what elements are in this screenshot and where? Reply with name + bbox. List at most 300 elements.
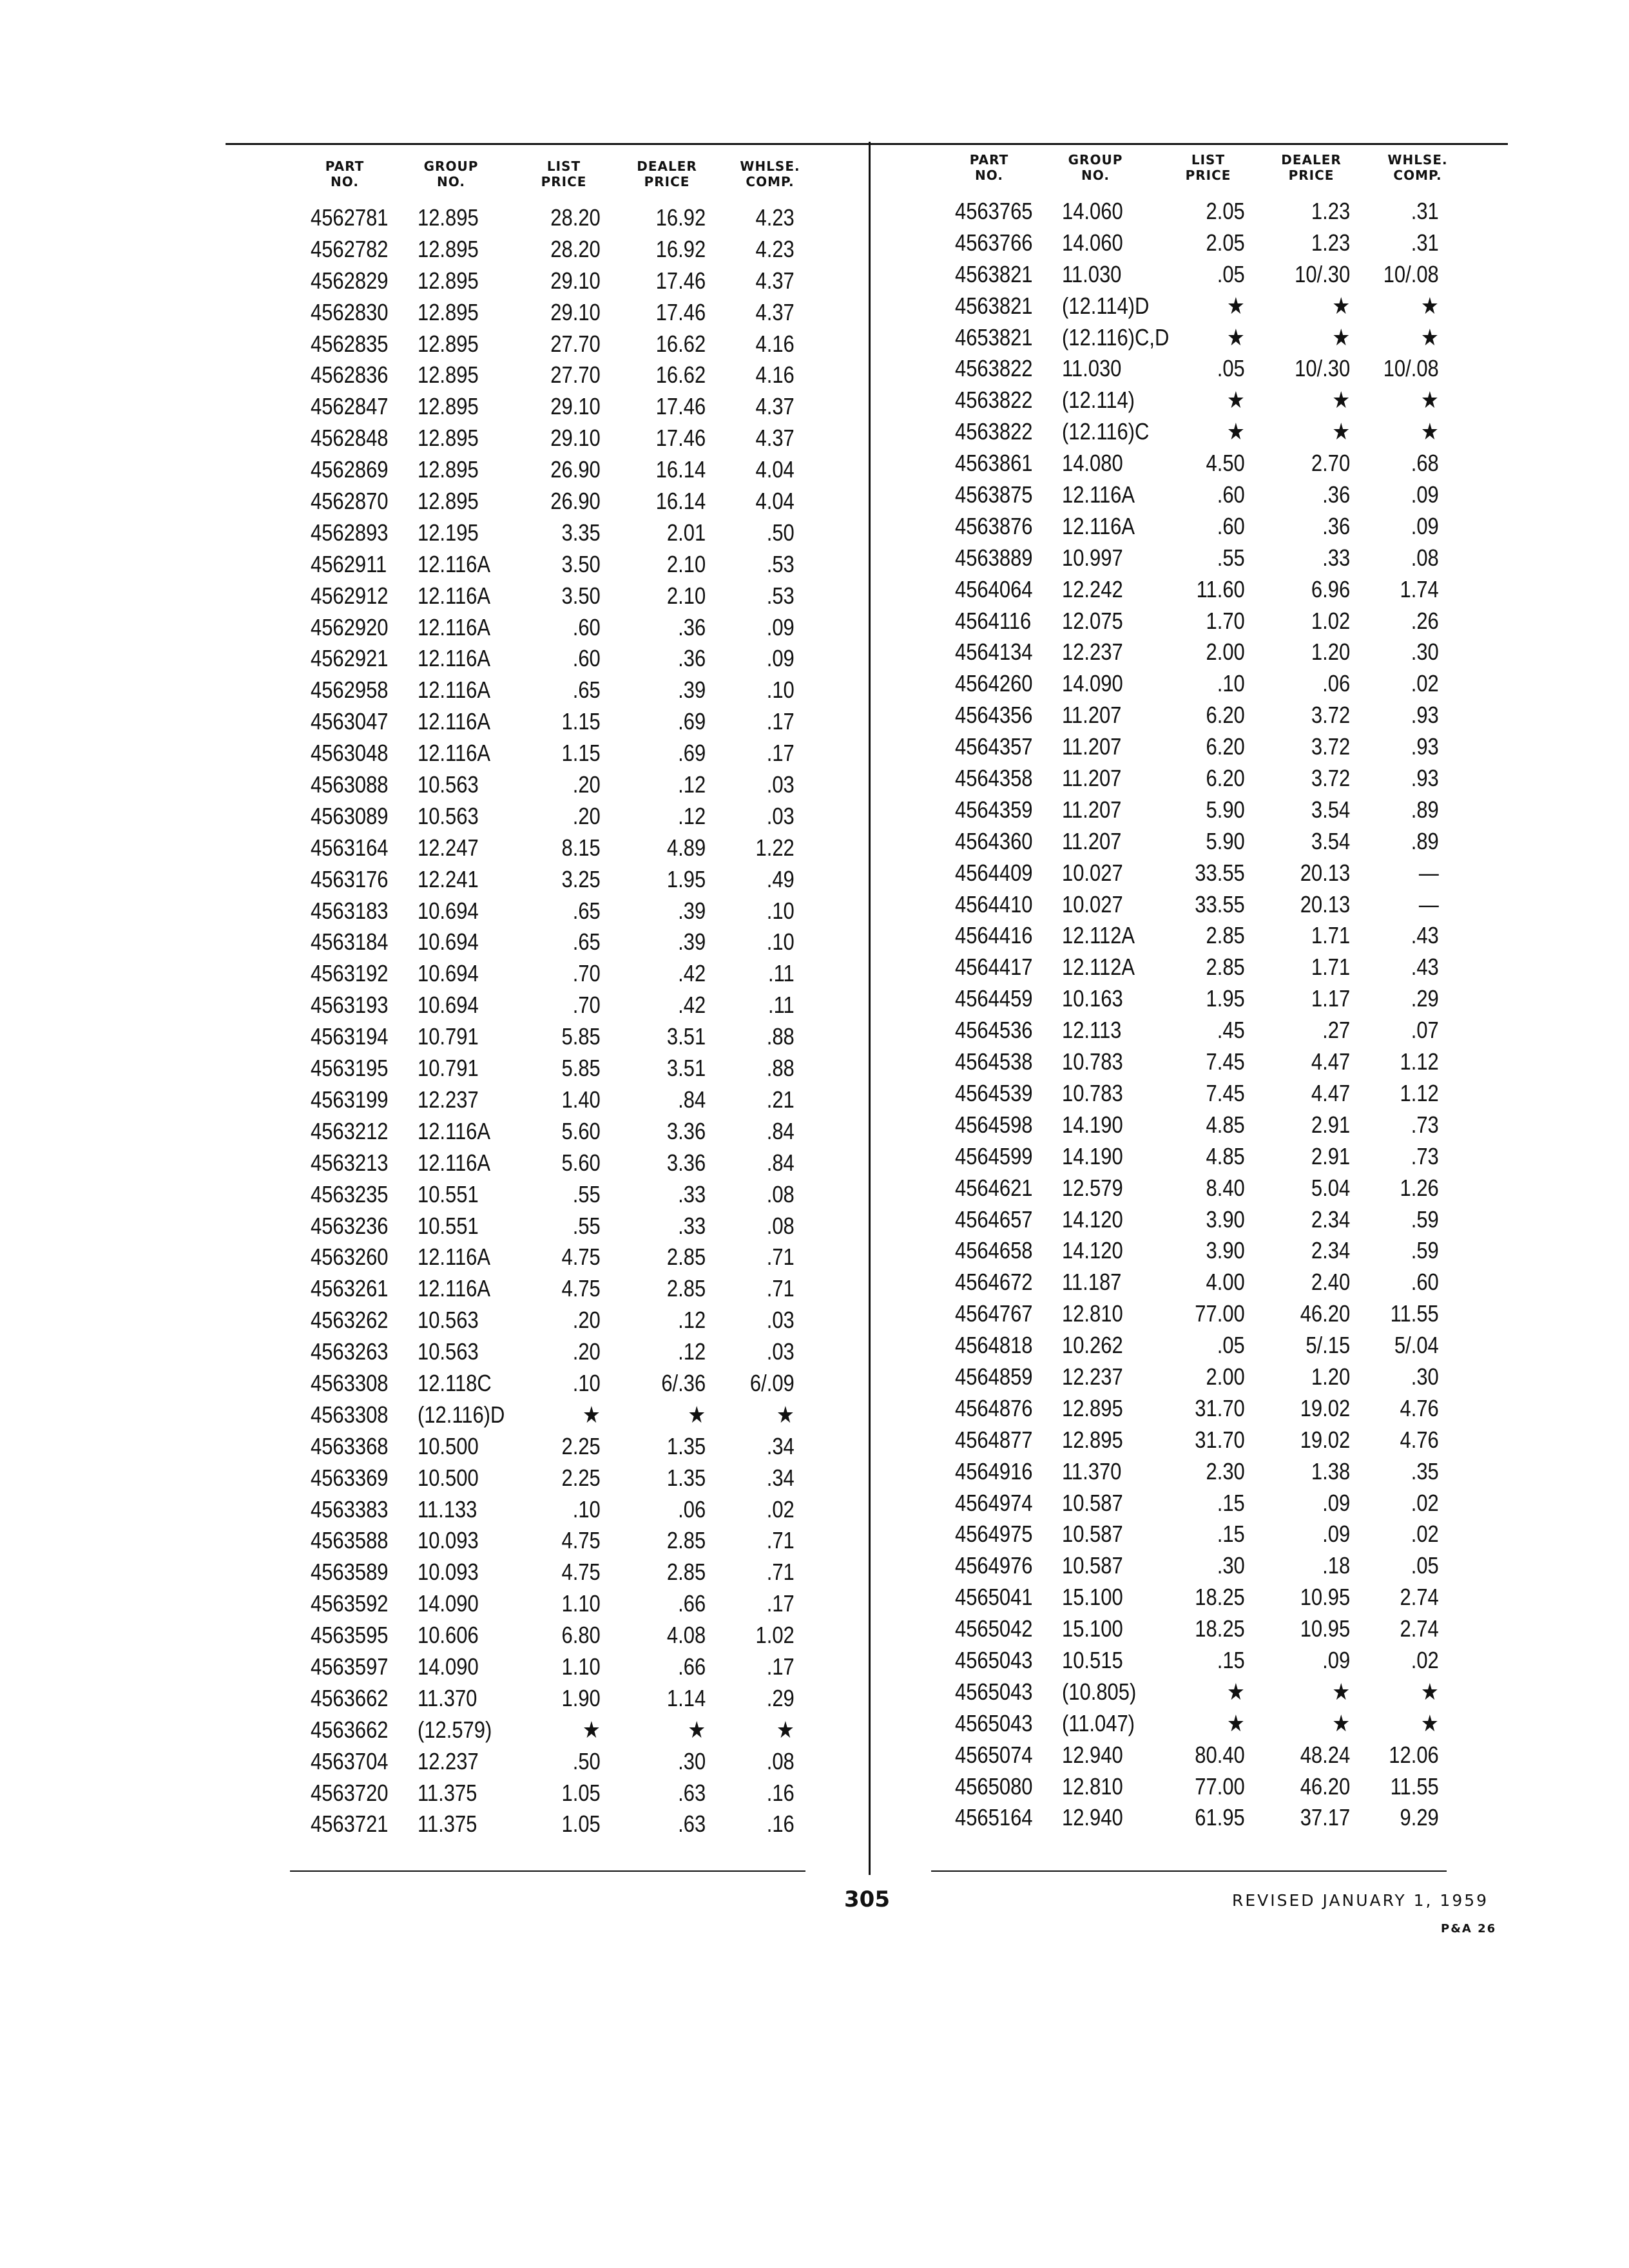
group-no-cell: 11.375 bbox=[417, 1779, 477, 1806]
part-no-cell: 4565042 bbox=[955, 1615, 1033, 1642]
list-price-cell: ★ bbox=[1227, 387, 1245, 414]
list-price-cell: 4.75 bbox=[561, 1559, 601, 1586]
list-price-cell: .05 bbox=[1217, 260, 1245, 287]
group-no-cell: (10.805) bbox=[1061, 1678, 1137, 1705]
group-no-cell: 11.375 bbox=[417, 1811, 477, 1838]
dealer-price-cell: ★ bbox=[1332, 418, 1351, 445]
group-no-cell: 11.370 bbox=[1061, 1457, 1122, 1485]
part-no-cell: 4564621 bbox=[955, 1174, 1033, 1201]
whlse-comp-cell: 1.22 bbox=[755, 834, 795, 861]
group-no-cell: 12.247 bbox=[417, 834, 479, 861]
whlse-comp-cell: 4.37 bbox=[755, 425, 795, 452]
whlse-comp-cell: .89 bbox=[1411, 796, 1439, 823]
part-no-cell: 4564064 bbox=[955, 575, 1033, 602]
dealer-price-cell: .09 bbox=[1322, 1521, 1351, 1548]
whlse-comp-cell: .02 bbox=[1411, 1521, 1439, 1548]
group-no-cell: 10.783 bbox=[1061, 1079, 1123, 1106]
left-price-table bbox=[311, 202, 795, 1840]
list-price-cell: ★ bbox=[1227, 418, 1245, 445]
group-no-cell: 12.940 bbox=[1061, 1741, 1123, 1768]
part-no-cell: 4563875 bbox=[955, 481, 1033, 508]
list-price-cell: .65 bbox=[572, 677, 601, 704]
list-price-cell: 2.00 bbox=[1206, 1363, 1245, 1390]
whlse-comp-cell: ★ bbox=[1421, 418, 1439, 445]
whlse-comp-cell: 11.55 bbox=[1390, 1773, 1439, 1800]
group-no-cell: 14.060 bbox=[1061, 198, 1123, 224]
dealer-price-cell: 2.10 bbox=[666, 582, 706, 609]
dealer-price-cell: 20.13 bbox=[1300, 890, 1351, 918]
table-row bbox=[955, 1078, 1439, 1110]
table-row bbox=[311, 391, 795, 423]
group-no-cell: 12.195 bbox=[417, 519, 479, 546]
table-row bbox=[311, 1746, 795, 1778]
whlse-comp-cell: .09 bbox=[766, 645, 795, 672]
group-no-cell: 10.027 bbox=[1061, 890, 1123, 918]
group-no-cell: 12.116A bbox=[417, 677, 491, 704]
part-no-cell: 4564599 bbox=[955, 1142, 1033, 1169]
part-no-cell: 4564672 bbox=[955, 1269, 1033, 1296]
dealer-price-cell: .69 bbox=[678, 740, 706, 767]
whlse-comp-cell: 4.04 bbox=[755, 488, 795, 515]
table-row bbox=[311, 1179, 795, 1211]
dealer-price-cell: 16.92 bbox=[655, 204, 706, 231]
list-price-cell: .15 bbox=[1217, 1521, 1245, 1548]
dealer-price-cell: 6.96 bbox=[1311, 575, 1351, 602]
table-row bbox=[311, 832, 795, 864]
list-price-cell: 3.35 bbox=[561, 519, 601, 546]
part-no-cell: 4565080 bbox=[955, 1773, 1033, 1800]
page-number: 305 bbox=[844, 1887, 890, 1912]
table-row bbox=[955, 511, 1439, 543]
part-no-cell: 4564657 bbox=[955, 1206, 1033, 1233]
dealer-price-cell: 3.54 bbox=[1311, 827, 1351, 854]
group-no-cell: 11.133 bbox=[417, 1495, 477, 1523]
list-price-cell: .10 bbox=[572, 1495, 601, 1523]
group-no-cell: 10.515 bbox=[1061, 1646, 1123, 1673]
dealer-price-cell: .36 bbox=[678, 613, 706, 640]
dealer-price-cell: .39 bbox=[678, 677, 706, 704]
whlse-comp-cell: .30 bbox=[1411, 1363, 1439, 1390]
table-row bbox=[955, 952, 1439, 983]
table-row bbox=[311, 1368, 795, 1399]
table-row bbox=[955, 1330, 1439, 1361]
table-row bbox=[311, 990, 795, 1021]
list-price-cell: .05 bbox=[1217, 355, 1245, 382]
whlse-comp-cell: .09 bbox=[766, 613, 795, 640]
dealer-price-cell: 4.89 bbox=[666, 834, 706, 861]
dealer-price-cell: 16.14 bbox=[655, 488, 706, 515]
part-no-cell: 4563235 bbox=[311, 1180, 389, 1207]
dealer-price-cell: .36 bbox=[678, 645, 706, 672]
list-price-cell: .60 bbox=[572, 645, 601, 672]
group-no-cell: 12.241 bbox=[417, 865, 479, 892]
group-no-cell: 10.163 bbox=[1061, 985, 1123, 1012]
dealer-price-cell: 3.72 bbox=[1311, 733, 1351, 760]
list-price-cell: 1.90 bbox=[561, 1684, 601, 1711]
whlse-comp-cell: — bbox=[1418, 859, 1439, 886]
list-price-cell: .55 bbox=[1217, 544, 1245, 571]
part-no-cell: 4563089 bbox=[311, 802, 389, 829]
list-price-cell: .55 bbox=[572, 1212, 601, 1239]
list-price-cell: .20 bbox=[572, 1338, 601, 1365]
part-no-cell: 4563720 bbox=[311, 1779, 389, 1806]
list-price-cell: 4.85 bbox=[1206, 1111, 1245, 1138]
whlse-comp-cell: ★ bbox=[1421, 292, 1439, 319]
part-no-cell: 4653821 bbox=[955, 323, 1033, 351]
list-price-cell: 8.40 bbox=[1206, 1174, 1245, 1201]
table-row bbox=[311, 612, 795, 644]
list-price-cell: 1.10 bbox=[561, 1590, 601, 1617]
group-no-cell: (12.116)C bbox=[1061, 418, 1150, 445]
group-no-cell: 14.090 bbox=[1061, 670, 1123, 697]
whlse-comp-cell: 1.12 bbox=[1400, 1079, 1439, 1106]
table-row bbox=[311, 1588, 795, 1620]
whlse-comp-cell: .03 bbox=[766, 771, 795, 798]
part-no-cell: 4563048 bbox=[311, 740, 389, 767]
whlse-comp-cell: ★ bbox=[1421, 387, 1439, 414]
dealer-price-cell: 2.85 bbox=[666, 1559, 706, 1586]
whlse-comp-cell: .08 bbox=[766, 1212, 795, 1239]
group-no-cell: 12.116A bbox=[1061, 481, 1135, 508]
list-price-cell: ★ bbox=[583, 1716, 601, 1743]
group-no-cell: 11.207 bbox=[1061, 702, 1122, 729]
whlse-comp-cell: 12.06 bbox=[1389, 1741, 1439, 1768]
dealer-price-cell: .12 bbox=[678, 1338, 706, 1365]
dealer-price-cell: ★ bbox=[1332, 1678, 1351, 1705]
group-no-cell: 12.579 bbox=[1061, 1174, 1123, 1201]
dealer-price-cell: .36 bbox=[1322, 512, 1351, 539]
group-no-cell: 12.116A bbox=[417, 582, 491, 609]
list-price-cell: ★ bbox=[1227, 292, 1245, 319]
dealer-price-cell: 2.40 bbox=[1311, 1269, 1351, 1296]
group-no-cell: 15.100 bbox=[1061, 1615, 1123, 1642]
whlse-comp-cell: .02 bbox=[1411, 1646, 1439, 1673]
table-row bbox=[955, 479, 1439, 511]
list-price-cell: 5.85 bbox=[561, 1055, 601, 1082]
table-row bbox=[955, 1550, 1439, 1582]
part-no-cell: 4563263 bbox=[311, 1338, 389, 1365]
dealer-price-cell: ★ bbox=[1332, 387, 1351, 414]
bottom-rule-left bbox=[290, 1870, 805, 1872]
table-row bbox=[955, 794, 1439, 826]
dealer-price-cell: 2.01 bbox=[666, 519, 706, 546]
group-no-cell: 12.112A bbox=[1061, 954, 1135, 981]
part-no-cell: 4563595 bbox=[311, 1622, 389, 1649]
header-part-no: PART NO. bbox=[969, 152, 1009, 183]
part-no-cell: 4563889 bbox=[955, 544, 1033, 571]
whlse-comp-cell: 4.37 bbox=[755, 267, 795, 294]
list-price-cell: 6.20 bbox=[1206, 733, 1245, 760]
list-price-cell: 18.25 bbox=[1195, 1615, 1245, 1642]
header-part-no: PART NO. bbox=[325, 159, 365, 189]
group-no-cell: 11.207 bbox=[1061, 827, 1122, 854]
list-price-cell: 3.50 bbox=[561, 582, 601, 609]
table-row bbox=[955, 763, 1439, 794]
part-no-cell: 4564818 bbox=[955, 1332, 1033, 1359]
dealer-price-cell: 1.71 bbox=[1311, 922, 1351, 949]
part-no-cell: 4563195 bbox=[311, 1055, 389, 1082]
group-no-cell: 12.895 bbox=[417, 267, 479, 294]
list-price-cell: ★ bbox=[583, 1401, 601, 1428]
part-no-cell: 4565043 bbox=[955, 1678, 1033, 1705]
table-row bbox=[311, 329, 795, 360]
list-price-cell: 6.20 bbox=[1206, 702, 1245, 729]
dealer-price-cell: 3.72 bbox=[1311, 702, 1351, 729]
bottom-rule-right bbox=[931, 1870, 1447, 1872]
group-no-cell: 10.500 bbox=[417, 1432, 479, 1459]
table-row bbox=[955, 606, 1439, 637]
whlse-comp-cell: 1.26 bbox=[1400, 1174, 1439, 1201]
list-price-cell: 1.05 bbox=[561, 1779, 601, 1806]
group-no-cell: 11.207 bbox=[1061, 733, 1122, 760]
dealer-price-cell: 19.02 bbox=[1300, 1426, 1351, 1453]
part-no-cell: 4562870 bbox=[311, 488, 389, 515]
part-no-cell: 4564974 bbox=[955, 1489, 1033, 1516]
group-no-cell: 10.694 bbox=[417, 960, 479, 987]
group-no-cell: 12.242 bbox=[1061, 575, 1123, 602]
table-row bbox=[955, 668, 1439, 700]
list-price-cell: 2.00 bbox=[1206, 639, 1245, 666]
whlse-comp-cell: 11.55 bbox=[1390, 1300, 1439, 1327]
table-row bbox=[311, 1431, 795, 1463]
dealer-price-cell: 2.34 bbox=[1311, 1206, 1351, 1233]
table-row bbox=[955, 858, 1439, 889]
whlse-comp-cell: .02 bbox=[1411, 1489, 1439, 1516]
dealer-price-cell: 17.46 bbox=[655, 267, 706, 294]
list-price-cell: 61.95 bbox=[1195, 1804, 1245, 1831]
header-dealer-price: DEALER PRICE bbox=[637, 159, 697, 189]
header-whlse-comp: WHLSE. COMP. bbox=[1387, 152, 1448, 183]
table-row bbox=[311, 896, 795, 927]
group-no-cell: 11.207 bbox=[1061, 796, 1122, 823]
group-no-cell: 12.116A bbox=[417, 1275, 491, 1302]
list-price-cell: .50 bbox=[572, 1747, 601, 1774]
part-no-cell: 4562836 bbox=[311, 361, 389, 389]
whlse-comp-cell: .71 bbox=[766, 1244, 795, 1271]
part-no-cell: 4564976 bbox=[955, 1552, 1033, 1579]
whlse-comp-cell: .08 bbox=[766, 1747, 795, 1774]
dealer-price-cell: 16.62 bbox=[655, 330, 706, 357]
table-row bbox=[311, 1651, 795, 1683]
part-no-cell: 4563597 bbox=[311, 1653, 389, 1680]
table-row bbox=[311, 801, 795, 832]
part-no-cell: 4563183 bbox=[311, 897, 389, 924]
part-no-cell: 4564409 bbox=[955, 859, 1033, 886]
group-no-cell: 10.783 bbox=[1061, 1048, 1123, 1075]
part-no-cell: 4564358 bbox=[955, 765, 1033, 792]
group-no-cell: 12.116A bbox=[417, 1117, 491, 1144]
whlse-comp-cell: .21 bbox=[766, 1086, 795, 1113]
group-no-cell: 12.895 bbox=[417, 393, 479, 420]
part-no-cell: 4562869 bbox=[311, 456, 389, 483]
part-no-cell: 4563821 bbox=[955, 292, 1033, 319]
whlse-comp-cell: ★ bbox=[1421, 1709, 1439, 1736]
table-row bbox=[311, 454, 795, 486]
table-row bbox=[311, 958, 795, 990]
group-no-cell: 10.500 bbox=[417, 1464, 479, 1491]
group-no-cell: 10.563 bbox=[417, 1307, 479, 1334]
dealer-price-cell: 10.95 bbox=[1300, 1584, 1351, 1611]
part-no-cell: 4564877 bbox=[955, 1426, 1033, 1453]
group-no-cell: 12.116A bbox=[417, 613, 491, 640]
dealer-price-cell: 17.46 bbox=[655, 425, 706, 452]
whlse-comp-cell: .30 bbox=[1411, 639, 1439, 666]
dealer-price-cell: .66 bbox=[678, 1590, 706, 1617]
whlse-comp-cell: .17 bbox=[766, 1590, 795, 1617]
table-row bbox=[955, 1361, 1439, 1393]
group-no-cell: 12.237 bbox=[1061, 1363, 1123, 1390]
part-no-cell: 4563213 bbox=[311, 1149, 389, 1176]
list-price-cell: 4.50 bbox=[1206, 450, 1245, 477]
table-row bbox=[955, 322, 1439, 354]
dealer-price-cell: 17.46 bbox=[655, 298, 706, 325]
group-no-cell: 10.551 bbox=[417, 1212, 479, 1239]
part-no-cell: 4564357 bbox=[955, 733, 1033, 760]
whlse-comp-cell: .93 bbox=[1411, 702, 1439, 729]
list-price-cell: .15 bbox=[1217, 1489, 1245, 1516]
list-price-cell: 77.00 bbox=[1195, 1773, 1245, 1800]
table-row bbox=[955, 353, 1439, 385]
whlse-comp-cell: .17 bbox=[766, 708, 795, 735]
group-no-cell: 15.100 bbox=[1061, 1584, 1123, 1611]
list-price-cell: 26.90 bbox=[550, 488, 601, 515]
group-no-cell: 12.810 bbox=[1061, 1300, 1123, 1327]
table-row bbox=[311, 1242, 795, 1273]
group-no-cell: 12.895 bbox=[1061, 1394, 1123, 1421]
dealer-price-cell: 1.14 bbox=[666, 1684, 706, 1711]
dealer-price-cell: 2.85 bbox=[666, 1244, 706, 1271]
list-price-cell: 11.60 bbox=[1196, 575, 1245, 602]
whlse-comp-cell: .59 bbox=[1411, 1237, 1439, 1264]
dealer-price-cell: .06 bbox=[678, 1495, 706, 1523]
group-no-cell: 10.587 bbox=[1061, 1552, 1123, 1579]
table-row bbox=[311, 1084, 795, 1116]
whlse-comp-cell: .35 bbox=[1411, 1457, 1439, 1485]
part-no-cell: 4563199 bbox=[311, 1086, 389, 1113]
list-price-cell: 5.60 bbox=[561, 1149, 601, 1176]
whlse-comp-cell: .73 bbox=[1411, 1142, 1439, 1169]
list-price-cell: .10 bbox=[1217, 670, 1245, 697]
list-price-cell: 6.80 bbox=[561, 1622, 601, 1649]
list-price-cell: .05 bbox=[1217, 1332, 1245, 1359]
table-row bbox=[311, 1778, 795, 1809]
part-no-cell: 4564598 bbox=[955, 1111, 1033, 1138]
whlse-comp-cell: .71 bbox=[766, 1527, 795, 1554]
list-price-cell: .15 bbox=[1217, 1646, 1245, 1673]
table-row bbox=[311, 234, 795, 265]
whlse-comp-cell: 9.29 bbox=[1400, 1804, 1439, 1831]
dealer-price-cell: 10/.30 bbox=[1295, 260, 1351, 287]
group-no-cell: 12.895 bbox=[417, 425, 479, 452]
part-no-cell: 4562921 bbox=[311, 645, 389, 672]
table-row bbox=[955, 291, 1439, 322]
group-no-cell: 12.895 bbox=[417, 235, 479, 262]
table-row bbox=[955, 920, 1439, 952]
dealer-price-cell: 5/.15 bbox=[1306, 1332, 1351, 1359]
header-whlse-comp: WHLSE. COMP. bbox=[740, 159, 800, 189]
part-no-cell: 4563262 bbox=[311, 1307, 389, 1334]
group-no-cell: 11.030 bbox=[1061, 260, 1122, 287]
group-no-cell: 12.940 bbox=[1061, 1804, 1123, 1831]
list-price-cell: .30 bbox=[1217, 1552, 1245, 1579]
group-no-cell: 10.997 bbox=[1061, 544, 1123, 571]
part-no-cell: 4562920 bbox=[311, 613, 389, 640]
revision-date: REVISED JANUARY 1, 1959 bbox=[1232, 1891, 1489, 1910]
group-no-cell: 10.563 bbox=[417, 1338, 479, 1365]
part-no-cell: 4562911 bbox=[311, 550, 387, 577]
table-row bbox=[955, 1582, 1439, 1613]
list-price-cell: .55 bbox=[572, 1180, 601, 1207]
list-price-cell: 8.15 bbox=[561, 834, 601, 861]
dealer-price-cell: 48.24 bbox=[1300, 1741, 1351, 1768]
table-row bbox=[311, 265, 795, 297]
list-price-cell: 33.55 bbox=[1195, 890, 1245, 918]
whlse-comp-cell: .60 bbox=[1411, 1269, 1439, 1296]
dealer-price-cell: 3.36 bbox=[666, 1117, 706, 1144]
dealer-price-cell: 2.70 bbox=[1311, 450, 1351, 477]
whlse-comp-cell: .11 bbox=[768, 960, 795, 987]
part-no-cell: 4564359 bbox=[955, 796, 1033, 823]
list-price-cell: 2.30 bbox=[1206, 1457, 1245, 1485]
list-price-cell: 27.70 bbox=[550, 330, 601, 357]
whlse-comp-cell: .43 bbox=[1411, 922, 1439, 949]
dealer-price-cell: .12 bbox=[678, 802, 706, 829]
table-row bbox=[955, 983, 1439, 1015]
dealer-price-cell: 2.85 bbox=[666, 1275, 706, 1302]
section-code: P&A 26 bbox=[1441, 1922, 1497, 1936]
group-no-cell: 14.120 bbox=[1061, 1206, 1123, 1233]
list-price-cell: 1.05 bbox=[561, 1811, 601, 1838]
part-no-cell: 4563192 bbox=[311, 960, 389, 987]
group-no-cell: 10.262 bbox=[1061, 1332, 1123, 1359]
dealer-price-cell: .12 bbox=[678, 1307, 706, 1334]
group-no-cell: 12.116A bbox=[417, 1244, 491, 1271]
dealer-price-cell: 20.13 bbox=[1300, 859, 1351, 886]
table-row bbox=[955, 227, 1439, 259]
list-price-cell: 2.25 bbox=[561, 1464, 601, 1491]
whlse-comp-cell: .31 bbox=[1411, 229, 1439, 256]
table-row bbox=[955, 1298, 1439, 1330]
whlse-comp-cell: .88 bbox=[766, 1023, 795, 1050]
part-no-cell: 4565043 bbox=[955, 1709, 1033, 1736]
header-group-no: GROUP NO. bbox=[1068, 152, 1123, 183]
table-row bbox=[955, 826, 1439, 858]
whlse-comp-cell: .09 bbox=[1411, 512, 1439, 539]
group-no-cell: 11.370 bbox=[417, 1684, 477, 1711]
whlse-comp-cell: ★ bbox=[1421, 1678, 1439, 1705]
dealer-price-cell: 3.36 bbox=[666, 1149, 706, 1176]
list-price-cell: .65 bbox=[572, 897, 601, 924]
group-no-cell: 11.187 bbox=[1061, 1269, 1122, 1296]
whlse-comp-cell: ★ bbox=[776, 1716, 795, 1743]
group-no-cell: 12.075 bbox=[1061, 607, 1123, 634]
part-no-cell: 4563047 bbox=[311, 708, 389, 735]
table-row bbox=[955, 1393, 1439, 1425]
dealer-price-cell: .18 bbox=[1322, 1552, 1351, 1579]
list-price-cell: 1.15 bbox=[561, 708, 601, 735]
part-no-cell: 4563822 bbox=[955, 387, 1033, 414]
table-row bbox=[955, 1204, 1439, 1236]
dealer-price-cell: 6/.36 bbox=[661, 1369, 706, 1396]
dealer-price-cell: 2.91 bbox=[1311, 1111, 1351, 1138]
list-price-cell: 5.90 bbox=[1206, 796, 1245, 823]
group-no-cell: 14.190 bbox=[1061, 1111, 1123, 1138]
table-row bbox=[955, 1771, 1439, 1803]
group-no-cell: (12.114)D bbox=[1061, 292, 1150, 319]
table-row bbox=[955, 1046, 1439, 1078]
list-price-cell: 3.90 bbox=[1206, 1206, 1245, 1233]
group-no-cell: 12.895 bbox=[417, 456, 479, 483]
